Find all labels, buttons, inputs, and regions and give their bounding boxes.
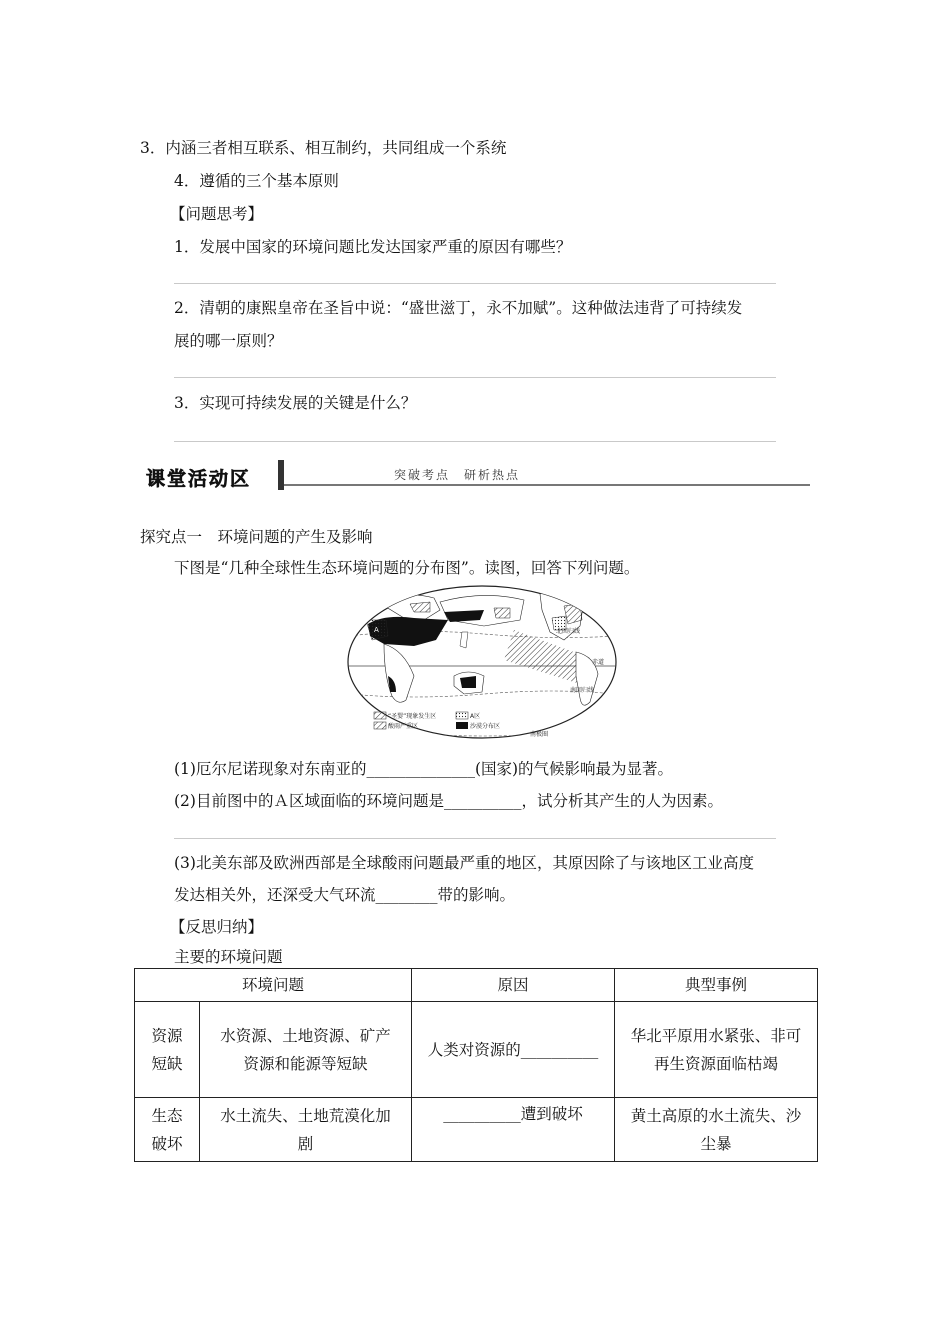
acid-rain-east-asia [494,608,510,618]
sub-question-2: (2)目前图中的Ａ区域面临的环境问题是__________，试分析其产生的人为因素。 [174,792,723,810]
row-category [135,1002,200,1098]
question-3: 3．实现可持续发展的关键是什么？ [174,394,417,412]
label-equator: 赤道 [592,659,605,666]
table-row [135,1002,818,1098]
desert-australia [460,676,476,688]
legend-swatch-acid-rain [374,722,386,729]
legend-swatch-region-a [456,712,468,719]
answer-line-3[interactable] [174,441,776,442]
table-row [135,1098,818,1162]
example-line-1: 黄土高原的水土流失、沙 [630,1106,802,1125]
header-problem: 环境问题 [135,969,412,1002]
reflection-heading: 【反思归纳】 [170,918,264,936]
question-1: 1．发展中国家的环境问题比发达国家严重的原因有哪些？ [174,238,572,256]
row-example [615,1002,818,1098]
row-example [615,1098,818,1162]
category-line-2: 破坏 [151,1134,183,1153]
world-environment-map [344,580,620,740]
table-header-row [135,969,818,1002]
legend-region-a: A区 [470,713,481,720]
example-line-2: 尘暴 [700,1134,732,1153]
row-category [135,1098,200,1162]
question-2-line-2: 展的哪一原则？ [174,332,283,350]
detail-line-1: 水资源、土地资源、矿产 [220,1026,391,1045]
item-3: 3．内涵三者相互联系、相互制约，共同组成一个系统 [140,139,507,157]
answer-line-1[interactable] [174,283,776,284]
category-line-2: 短缺 [151,1054,183,1073]
section-heading: 探究点一 环境问题的产生及影响 [140,528,373,546]
section-intro: 下图是“几种全球性生态环境问题的分布图”。读图，回答下列问题。 [174,559,640,577]
legend-swatch-desert [456,722,468,729]
label-region-a: A [374,626,379,634]
category-line-1: 生态 [151,1106,183,1125]
detail-line-2: 剧 [297,1134,314,1153]
row-cause[interactable]: __________遭到破坏 [412,1098,615,1162]
question-2-line-1: 2．清朝的康熙皇帝在圣旨中说：“盛世滋丁，永不加赋”。这种做法违背了可持续发 [174,299,743,317]
legend-acid-rain: 酸雨严重区 [388,723,419,730]
header-cause: 原因 [412,969,615,1002]
category-line-1: 资源 [151,1026,183,1045]
question-heading: 【问题思考】 [170,205,264,223]
banner-underline [284,484,810,486]
section-banner [140,456,812,498]
detail-line-1: 水土流失、土地荒漠化加 [220,1106,391,1125]
example-line-1: 华北平原用水紧张、非可 [630,1026,802,1045]
row-detail [200,1098,412,1162]
banner-title: 课堂活动区 [146,468,252,490]
answer-line-2[interactable] [174,377,776,378]
environment-problems-table [134,968,818,1162]
legend-desert: 沙漠分布区 [470,723,501,730]
header-example: 典型事例 [615,969,818,1002]
acid-rain-europe [410,602,430,612]
label-antarctic-circle: 南极圈 [530,731,549,738]
legend-elnino: “圣婴”现象发生区 [388,713,437,720]
sub-question-3-line-1: (3)北美东部及欧洲西部是全球酸雨问题最严重的地区，其原因除了与该地区工业高度 [174,854,754,872]
label-tropic-of-capricorn: 南回归线 [570,687,595,694]
row-detail [200,1002,412,1098]
table-caption: 主要的环境问题 [174,948,283,966]
label-tropic-of-cancer: 北回归线 [556,628,581,635]
answer-line-4[interactable] [174,838,776,839]
detail-line-2: 资源和能源等短缺 [243,1054,368,1073]
sub-question-3-line-2: 发达相关外，还深受大气环流________带的影响。 [174,886,516,904]
item-4: 4．遵循的三个基本原则 [174,172,339,190]
example-line-2: 再生资源面临枯竭 [653,1054,778,1073]
sub-question-1: (1)厄尔尼诺现象对东南亚的______________(国家)的气候影响最为显著。 [174,760,674,778]
row-cause[interactable]: 人类对资源的__________ [412,1002,615,1098]
banner-subtitle: 突破考点 研析热点 [394,468,521,482]
legend-swatch-elnino [374,712,386,719]
